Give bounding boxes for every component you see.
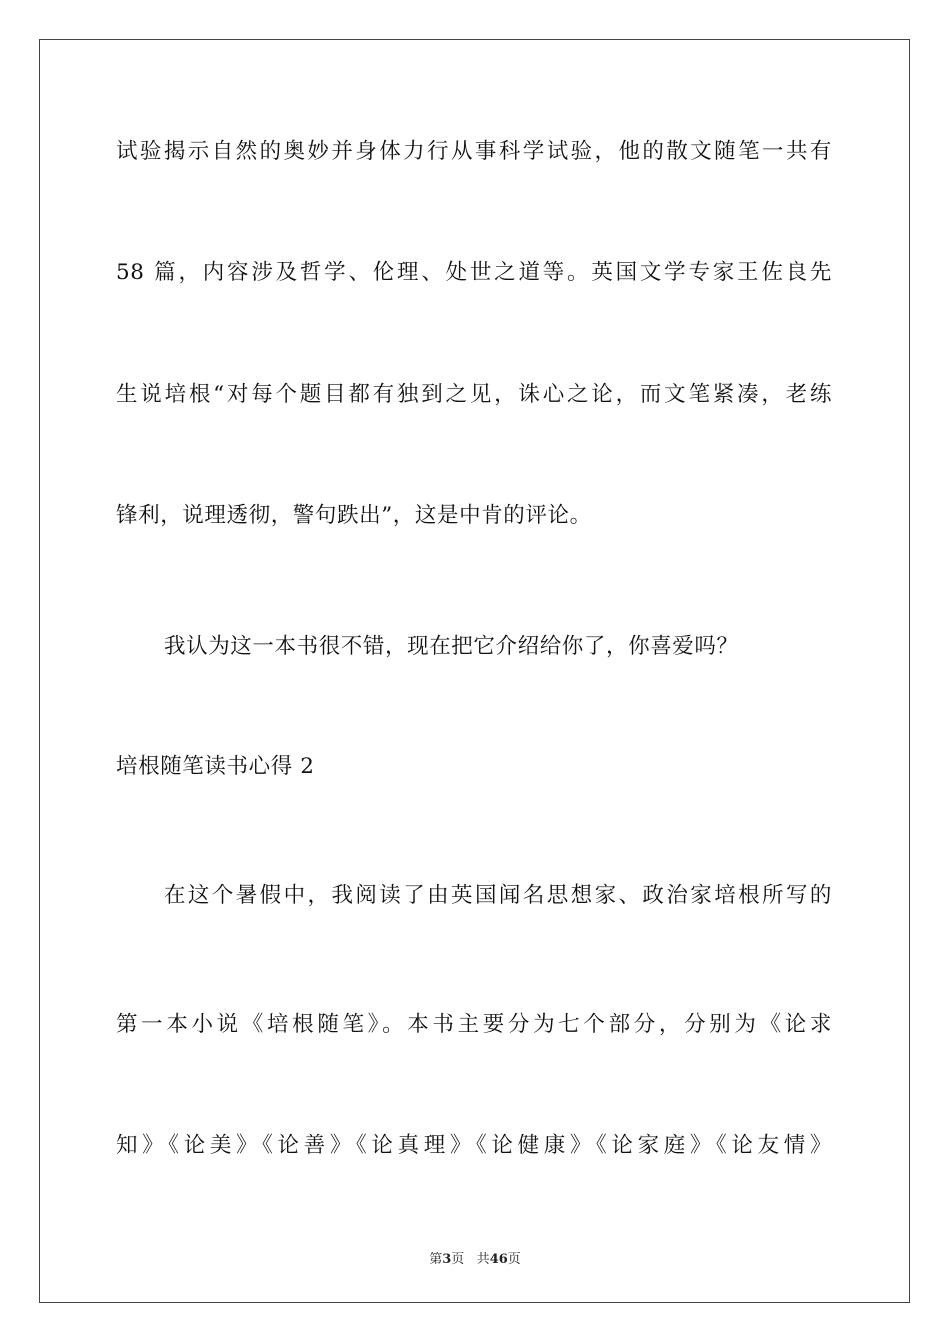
page-footer <box>0 1248 950 1267</box>
body-line-4: 锋利，说理透彻，警句跌出”，这是中肯的评论。 <box>116 503 592 528</box>
footer-page-prefix: 第 <box>429 1252 443 1267</box>
footer-page-number: 3 <box>442 1252 452 1267</box>
page-border <box>39 39 910 1303</box>
footer-total-suffix: 页 <box>507 1252 521 1267</box>
section-heading: 培根随笔读书心得 2 <box>116 754 315 779</box>
body-line-7: 第一本小说《培根随笔》。本书主要分为七个部分，分别为《论求 <box>116 1012 832 1037</box>
footer-page-suffix: 页 <box>451 1252 465 1267</box>
body-line-5: 我认为这一本书很不错，现在把它介绍给你了，你喜爱吗？ <box>164 634 739 659</box>
body-line-3: 生说培根“对每个题目都有独到之见，诛心之论，而文笔紧凑，老练 <box>116 382 832 407</box>
body-line-8: 知》《论美》《论善》《论真理》《论健康》《论家庭》《论友情》 <box>116 1133 832 1158</box>
body-line-2: 58 篇，内容涉及哲学、伦理、处世之道等。英国文学专家王佐良先 <box>116 260 832 285</box>
body-line-1: 试验揭示自然的奥妙并身体力行从事科学试验，他的散文随笔一共有 <box>116 139 832 164</box>
footer-total-number: 46 <box>489 1252 508 1267</box>
body-line-6: 在这个暑假中，我阅读了由英国闻名思想家、政治家培根所写的 <box>164 883 832 908</box>
footer-total-prefix: 共 <box>476 1252 490 1267</box>
